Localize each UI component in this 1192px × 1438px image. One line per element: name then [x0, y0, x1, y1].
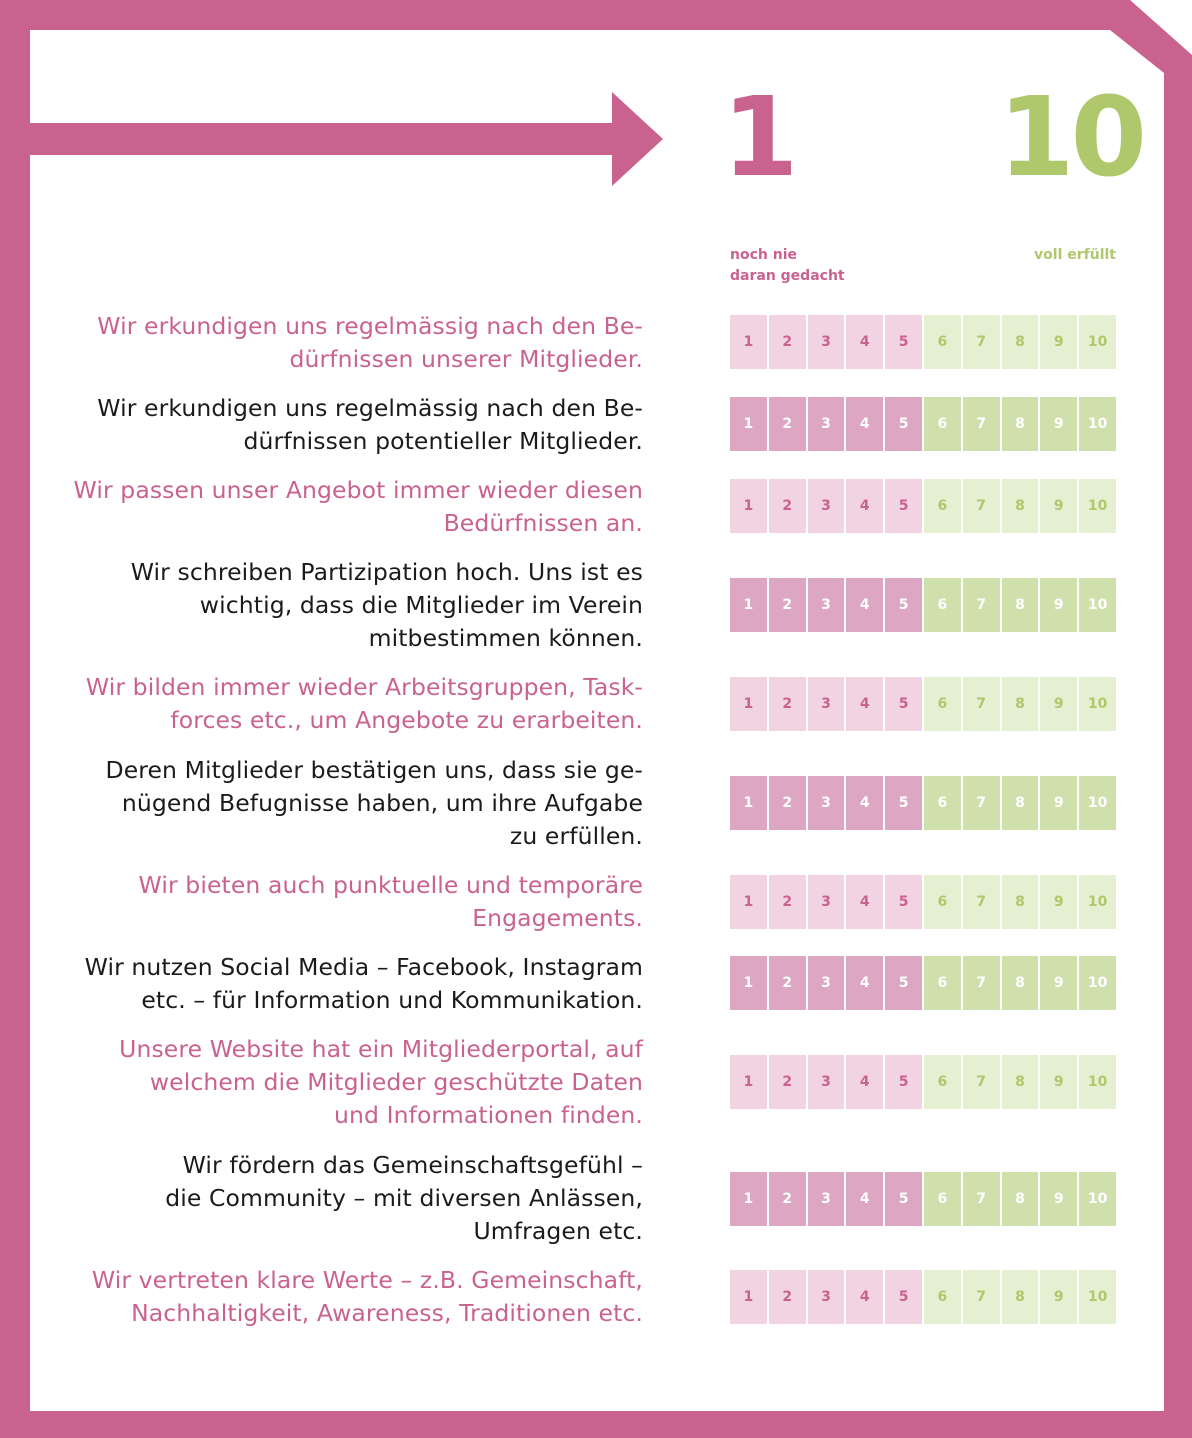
- rating-cell[interactable]: 6: [924, 875, 961, 929]
- rating-cell[interactable]: 6: [924, 1172, 961, 1226]
- rating-cell[interactable]: 4: [846, 677, 883, 731]
- rating-cell[interactable]: 4: [846, 578, 883, 632]
- scale-min-label: [730, 245, 900, 287]
- rating-cell[interactable]: 10: [1079, 956, 1116, 1010]
- statement-line: welchem die Mitglieder geschützte Daten: [149, 1068, 643, 1096]
- scale-min-number: 1: [722, 73, 795, 201]
- rating-cell[interactable]: 8: [1002, 479, 1039, 533]
- rating-cell[interactable]: 10: [1079, 1270, 1116, 1324]
- statement-line: mitbestimmen können.: [368, 624, 643, 652]
- rating-cell[interactable]: 10: [1079, 578, 1116, 632]
- scale-min-label-line2: daran gedacht: [730, 268, 845, 284]
- rating-cell[interactable]: 4: [846, 1172, 883, 1226]
- statement-line: zu erfüllen.: [509, 822, 643, 850]
- statement-line: Wir fördern das Gemeinschaftsgefühl –: [182, 1151, 643, 1179]
- rating-cell[interactable]: 4: [846, 397, 883, 451]
- statement-text: [40, 392, 643, 458]
- rating-cell[interactable]: 10: [1079, 875, 1116, 929]
- rating-cell[interactable]: 4: [846, 875, 883, 929]
- statement-line: Bedürfnissen an.: [443, 509, 643, 537]
- rating-cell[interactable]: 7: [963, 315, 1000, 369]
- rating-cell[interactable]: 5: [885, 677, 922, 731]
- rating-scale: [730, 315, 1116, 369]
- rating-cell[interactable]: 10: [1079, 397, 1116, 451]
- rating-cell[interactable]: 9: [1040, 776, 1077, 830]
- rating-cell[interactable]: 6: [924, 956, 961, 1010]
- rating-cell[interactable]: 1: [730, 578, 767, 632]
- rating-cell[interactable]: 4: [846, 1270, 883, 1324]
- rating-cell[interactable]: 1: [730, 956, 767, 1010]
- statement-text: [40, 556, 643, 655]
- statement-line: wichtig, dass die Mitglieder im Verein: [199, 591, 643, 619]
- statement-line: nügend Befugnisse haben, um ihre Aufgabe: [121, 789, 643, 817]
- rating-cell[interactable]: 7: [963, 1270, 1000, 1324]
- rating-cell[interactable]: 5: [885, 1055, 922, 1109]
- rating-cell[interactable]: 5: [885, 479, 922, 533]
- statement-line: Umfragen etc.: [473, 1217, 643, 1245]
- rating-cell[interactable]: 5: [885, 875, 922, 929]
- rating-cell[interactable]: 2: [769, 956, 806, 1010]
- statement-line: Wir bieten auch punktuelle und temporäre: [138, 871, 643, 899]
- rating-cell[interactable]: 6: [924, 1270, 961, 1324]
- statement-text: [40, 951, 643, 1017]
- rating-cell[interactable]: 9: [1040, 397, 1077, 451]
- rating-scale: [730, 578, 1116, 632]
- rating-cell[interactable]: 8: [1002, 776, 1039, 830]
- statement-text: [40, 1264, 643, 1330]
- rating-cell[interactable]: 4: [846, 1055, 883, 1109]
- rating-cell[interactable]: 5: [885, 1270, 922, 1324]
- rating-cell[interactable]: 4: [846, 956, 883, 1010]
- rating-scale: [730, 397, 1116, 451]
- rating-cell[interactable]: 7: [963, 1055, 1000, 1109]
- rating-cell[interactable]: 8: [1002, 1055, 1039, 1109]
- rating-cell[interactable]: 9: [1040, 479, 1077, 533]
- statement-line: dürfnissen unserer Mitglieder.: [289, 345, 643, 373]
- rating-cell[interactable]: 8: [1002, 875, 1039, 929]
- statement-line: Wir erkundigen uns regelmässig nach den Be-: [97, 312, 643, 340]
- rating-cell[interactable]: 3: [808, 479, 845, 533]
- statement-text: [40, 869, 643, 935]
- rating-cell[interactable]: 7: [963, 479, 1000, 533]
- statement-line: etc. – für Information und Kommunikation.: [141, 986, 643, 1014]
- rating-cell[interactable]: 7: [963, 776, 1000, 830]
- rating-cell[interactable]: 1: [730, 776, 767, 830]
- rating-cell[interactable]: 3: [808, 578, 845, 632]
- statement-line: Deren Mitglieder bestätigen uns, dass sie ge-: [105, 756, 643, 784]
- rating-cell[interactable]: 9: [1040, 956, 1077, 1010]
- statement-text: [40, 1033, 643, 1132]
- statement-line: Nachhaltigkeit, Awareness, Traditionen etc.: [131, 1299, 643, 1327]
- statement-line: Wir erkundigen uns regelmässig nach den Be-: [97, 394, 643, 422]
- rating-cell[interactable]: 7: [963, 956, 1000, 1010]
- rating-scale: [730, 956, 1116, 1010]
- rating-cell[interactable]: 5: [885, 776, 922, 830]
- rating-scale: [730, 875, 1116, 929]
- rating-cell[interactable]: 5: [885, 315, 922, 369]
- rating-cell[interactable]: 4: [846, 776, 883, 830]
- rating-cell[interactable]: 6: [924, 397, 961, 451]
- statement-line: Wir vertreten klare Werte – z.B. Gemeinschaft,: [91, 1266, 643, 1294]
- rating-cell[interactable]: 2: [769, 677, 806, 731]
- rating-cell[interactable]: 8: [1002, 1270, 1039, 1324]
- statement-line: Wir nutzen Social Media – Facebook, Instagram: [84, 953, 643, 981]
- rating-cell[interactable]: 10: [1079, 677, 1116, 731]
- statement-line: Wir bilden immer wieder Arbeitsgruppen, Task-: [85, 673, 643, 701]
- statement-text: [40, 1149, 643, 1248]
- rating-cell[interactable]: 2: [769, 776, 806, 830]
- statement-text: [40, 671, 643, 737]
- statement-line: dürfnissen potentieller Mitglieder.: [243, 427, 643, 455]
- statement-line: Wir schreiben Partizipation hoch. Uns ist es: [130, 558, 643, 586]
- rating-cell[interactable]: 9: [1040, 875, 1077, 929]
- rating-scale: [730, 776, 1116, 830]
- statement-line: Engagements.: [472, 904, 643, 932]
- rating-cell[interactable]: 3: [808, 776, 845, 830]
- rating-cell[interactable]: 4: [846, 315, 883, 369]
- rating-cell[interactable]: 1: [730, 315, 767, 369]
- rating-cell[interactable]: 1: [730, 397, 767, 451]
- rating-cell[interactable]: 2: [769, 578, 806, 632]
- rating-cell[interactable]: 4: [846, 479, 883, 533]
- rating-cell[interactable]: 2: [769, 479, 806, 533]
- scale-max-label: voll erfüllt: [1034, 247, 1116, 263]
- rating-scale: [730, 479, 1116, 533]
- rating-cell[interactable]: 8: [1002, 956, 1039, 1010]
- rating-cell[interactable]: 6: [924, 315, 961, 369]
- rating-cell[interactable]: 3: [808, 315, 845, 369]
- rating-cell[interactable]: 2: [769, 1270, 806, 1324]
- rating-cell[interactable]: 10: [1079, 776, 1116, 830]
- rating-cell[interactable]: 9: [1040, 1172, 1077, 1226]
- rating-cell[interactable]: 1: [730, 479, 767, 533]
- rating-cell[interactable]: 6: [924, 479, 961, 533]
- rating-cell[interactable]: 1: [730, 875, 767, 929]
- statement-line: und Informationen finden.: [334, 1101, 643, 1129]
- scale-max-number: 10: [998, 73, 1144, 201]
- rating-cell[interactable]: 2: [769, 315, 806, 369]
- rating-cell[interactable]: 8: [1002, 1172, 1039, 1226]
- rating-cell[interactable]: 5: [885, 956, 922, 1010]
- rating-cell[interactable]: 1: [730, 1270, 767, 1324]
- rating-cell[interactable]: 3: [808, 956, 845, 1010]
- rating-cell[interactable]: 6: [924, 776, 961, 830]
- rating-cell[interactable]: 8: [1002, 677, 1039, 731]
- rating-cell[interactable]: 6: [924, 1055, 961, 1109]
- rating-cell[interactable]: 9: [1040, 315, 1077, 369]
- rating-cell[interactable]: 7: [963, 677, 1000, 731]
- rating-cell[interactable]: 5: [885, 397, 922, 451]
- rating-cell[interactable]: 1: [730, 677, 767, 731]
- rating-scale: [730, 677, 1116, 731]
- statement-line: Unsere Website hat ein Mitgliederportal, auf: [119, 1035, 643, 1063]
- rating-scale: [730, 1055, 1116, 1109]
- rating-cell[interactable]: 9: [1040, 578, 1077, 632]
- rating-cell[interactable]: 5: [885, 1172, 922, 1226]
- statement-text: [40, 474, 643, 540]
- rating-cell[interactable]: 7: [963, 397, 1000, 451]
- rating-cell[interactable]: 2: [769, 1055, 806, 1109]
- statement-line: forces etc., um Angebote zu erarbeiten.: [170, 706, 643, 734]
- rating-cell[interactable]: 9: [1040, 1270, 1077, 1324]
- rating-cell[interactable]: 8: [1002, 315, 1039, 369]
- rating-cell[interactable]: 8: [1002, 397, 1039, 451]
- statement-line: Wir passen unser Angebot immer wieder diesen: [73, 476, 643, 504]
- rating-cell[interactable]: 2: [769, 1172, 806, 1226]
- rating-cell[interactable]: 10: [1079, 1055, 1116, 1109]
- rating-cell[interactable]: 3: [808, 1172, 845, 1226]
- rating-cell[interactable]: 7: [963, 578, 1000, 632]
- rating-cell[interactable]: 3: [808, 677, 845, 731]
- rating-cell[interactable]: 10: [1079, 479, 1116, 533]
- rating-cell[interactable]: 6: [924, 677, 961, 731]
- rating-cell[interactable]: 3: [808, 1055, 845, 1109]
- rating-cell[interactable]: 3: [808, 875, 845, 929]
- rating-cell[interactable]: 6: [924, 578, 961, 632]
- rating-scale: [730, 1270, 1116, 1324]
- statement-line: die Community – mit diversen Anlässen,: [165, 1184, 643, 1212]
- rating-cell[interactable]: 1: [730, 1172, 767, 1226]
- rating-cell[interactable]: 9: [1040, 1055, 1077, 1109]
- rating-cell[interactable]: 7: [963, 875, 1000, 929]
- rating-cell[interactable]: 10: [1079, 1172, 1116, 1226]
- rating-scale: [730, 1172, 1116, 1226]
- rating-cell[interactable]: 8: [1002, 578, 1039, 632]
- rating-cell[interactable]: 9: [1040, 677, 1077, 731]
- rating-cell[interactable]: 2: [769, 875, 806, 929]
- scale-min-label-line1: noch nie: [730, 247, 797, 263]
- rating-cell[interactable]: 3: [808, 1270, 845, 1324]
- statement-text: [40, 310, 643, 376]
- rating-cell[interactable]: 10: [1079, 315, 1116, 369]
- statement-text: [40, 754, 643, 853]
- rating-cell[interactable]: 2: [769, 397, 806, 451]
- rating-cell[interactable]: 3: [808, 397, 845, 451]
- rating-cell[interactable]: 7: [963, 1172, 1000, 1226]
- rating-cell[interactable]: 5: [885, 578, 922, 632]
- arrow-icon: [30, 92, 663, 186]
- rating-cell[interactable]: 1: [730, 1055, 767, 1109]
